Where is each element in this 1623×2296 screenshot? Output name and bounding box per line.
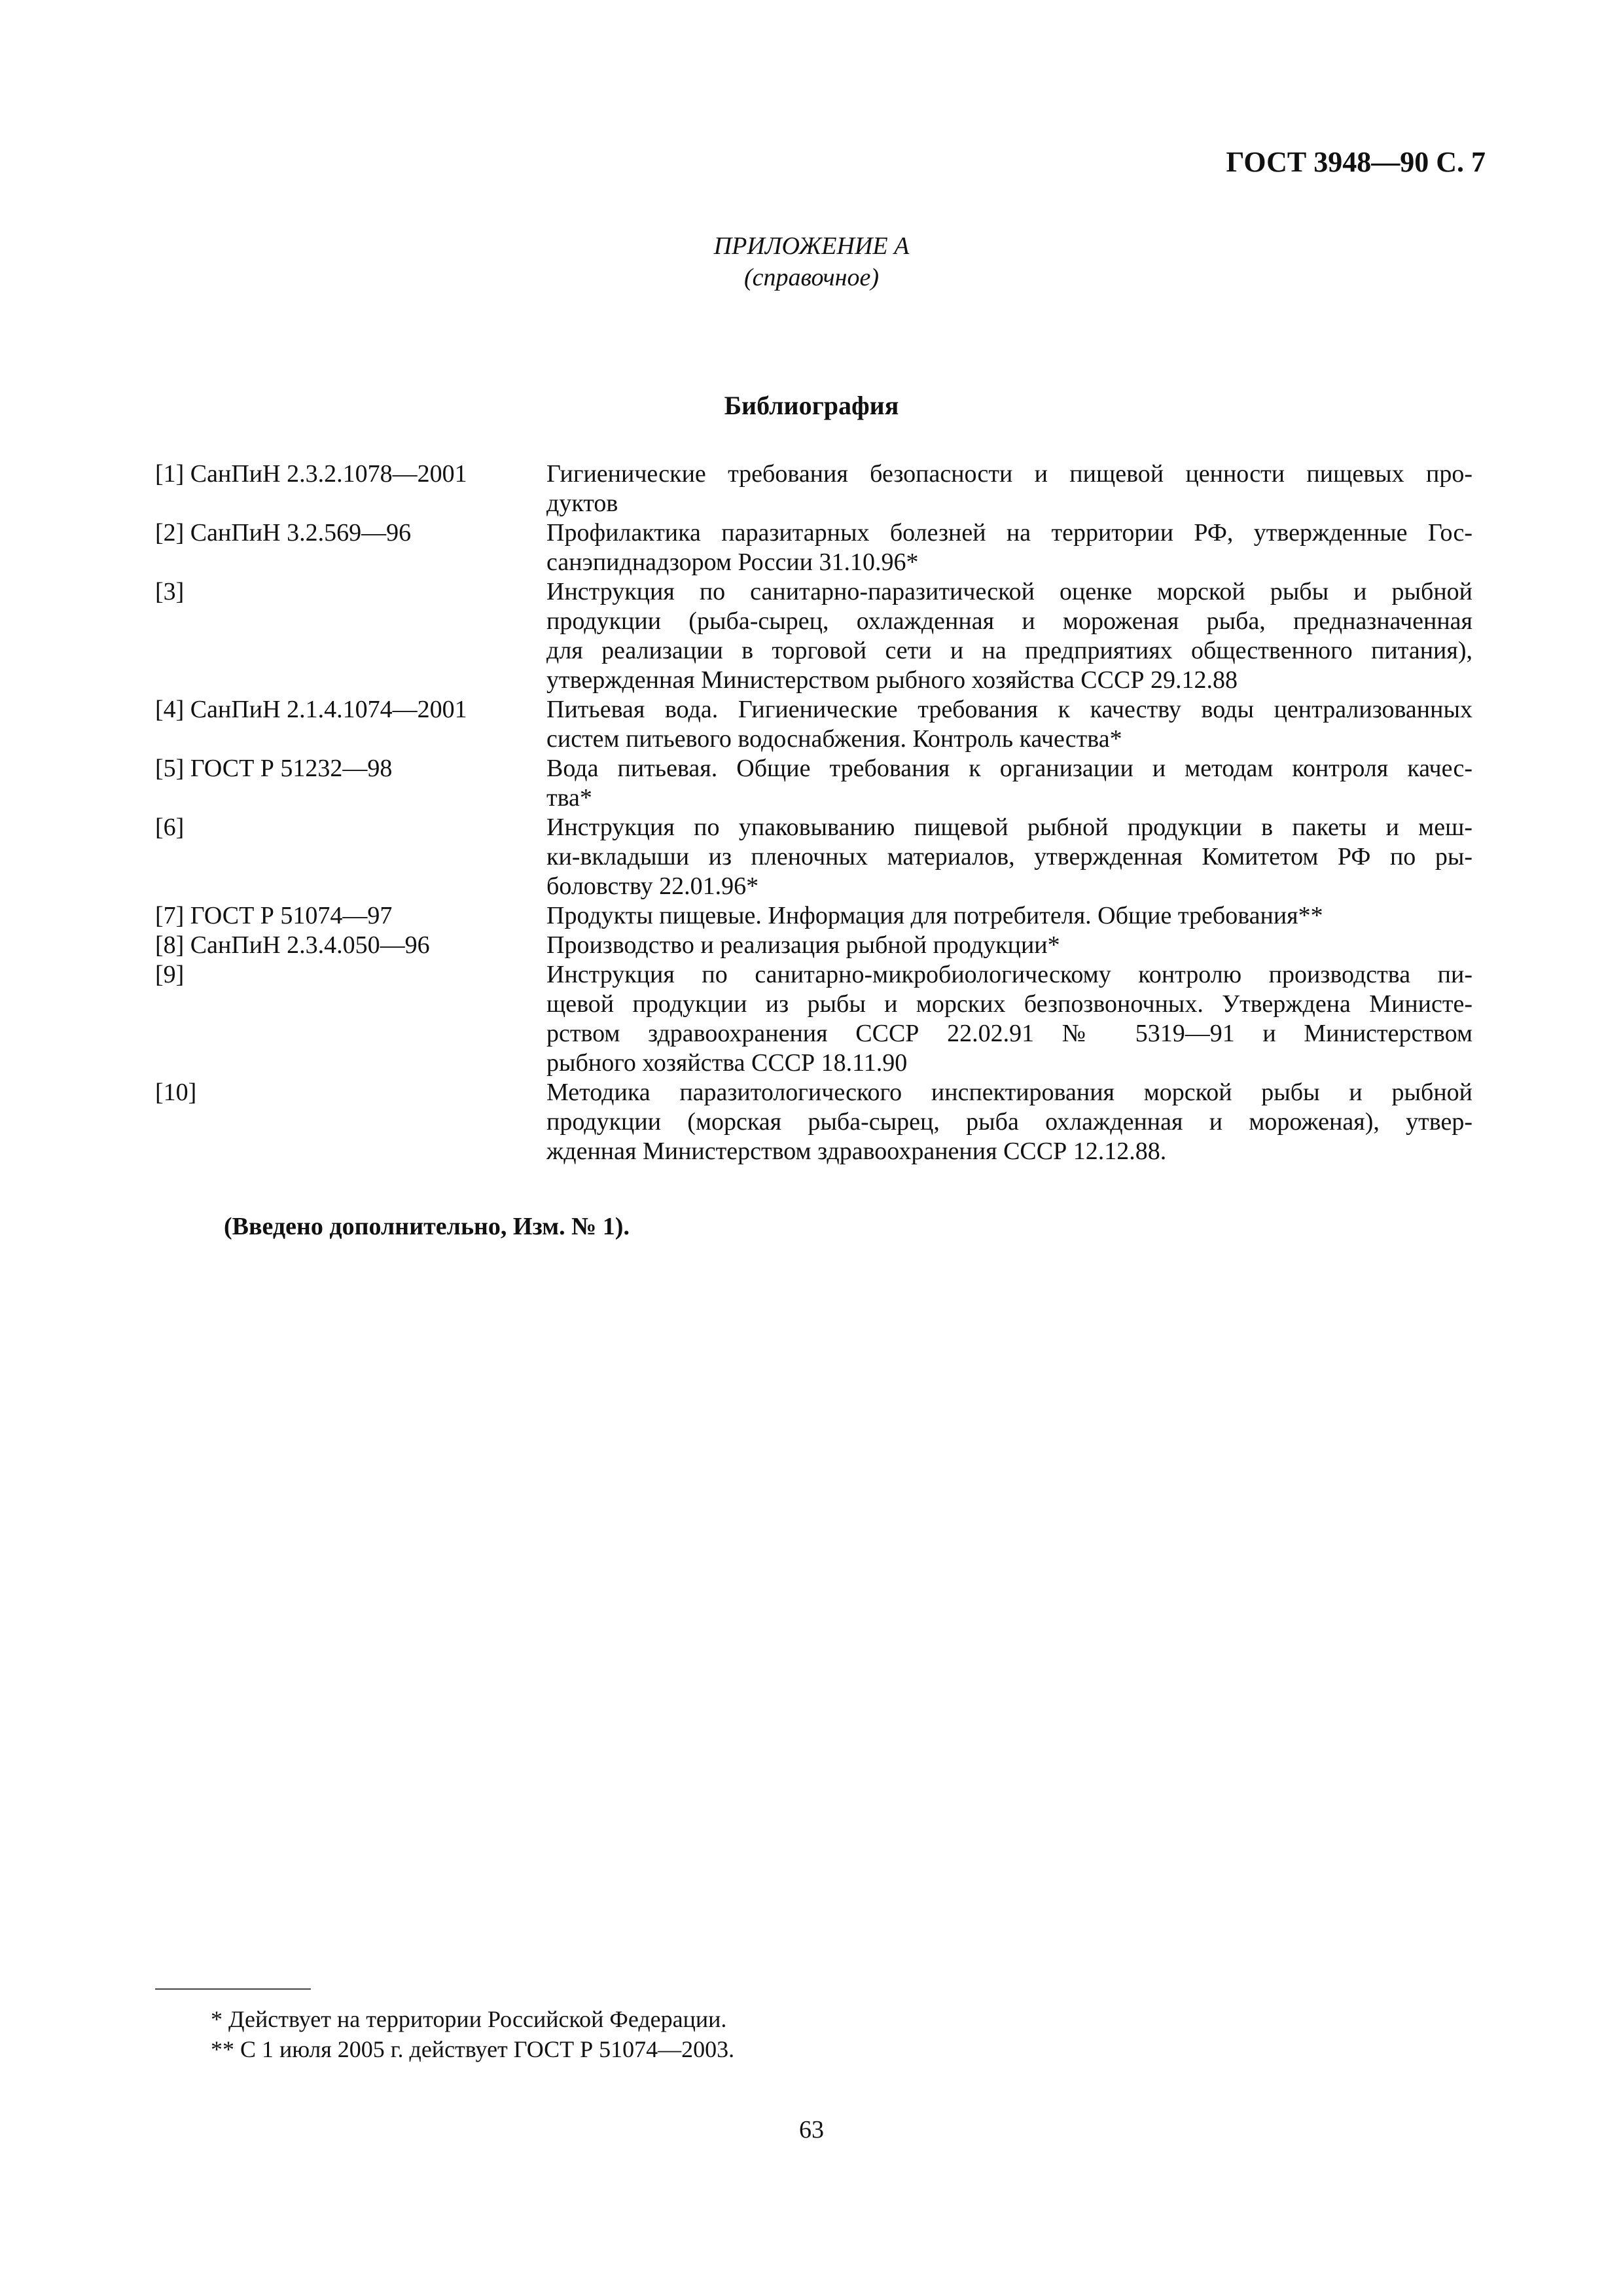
bibliography-description-line: тва* [546, 784, 592, 812]
footnote-2: ** С 1 июля 2005 г. действует ГОСТ Р 51074—2003. [211, 2036, 735, 2062]
bibliography-description-line: Инструкция по упаковыванию пищевой рыбной продукции в пакеты и меш- [546, 814, 1472, 841]
bibliography-ref: [8] СанПиН 2.3.4.050—96 [155, 931, 430, 959]
bibliography-entry [155, 1078, 1472, 1166]
bibliography-entry [155, 931, 1472, 960]
bibliography-description-line: щевой продукции из рыбы и морских безпозвоночных. Утверждена Министе- [546, 990, 1472, 1018]
appendix-title: ПРИЛОЖЕНИЕ А [713, 232, 910, 260]
bibliography-ref: [7] ГОСТ Р 51074—97 [155, 902, 393, 929]
bibliography-description-line: продукции (морская рыба-сырец, рыба охлажденная и мороженая), утвер- [546, 1108, 1472, 1136]
bibliography-ref: [6] [155, 814, 185, 841]
bibliography-description [546, 813, 1472, 901]
bibliography-description-line: ки-вкладыши из пленочных материалов, утвержденная Комитетом РФ по ры- [546, 843, 1472, 870]
bibliography-description [546, 901, 1472, 931]
footnote-1: * Действует на территории Российской Федерации. [211, 2006, 727, 2032]
bibliography-description-line: утвержденная Министерством рыбного хозяйства СССР 29.12.88 [546, 666, 1238, 694]
bibliography-description-line: продукции (рыба-сырец, охлажденная и мороженая рыба, предназначенная [546, 607, 1472, 635]
bibliography-ref: [9] [155, 961, 185, 988]
bibliography-description [546, 518, 1472, 577]
bibliography-description [546, 754, 1472, 813]
footnotes [211, 2004, 734, 2064]
appendix-heading [0, 230, 1623, 293]
bibliography-description-line: Производство и реализация рыбной продукции* [546, 931, 1060, 959]
bibliography-description-line: рством здравоохранения СССР 22.02.91 № 5319—91 и Министерством [546, 1020, 1472, 1047]
bibliography-description-line: Инструкция по санитарно-микробиологическому контролю производства пи- [546, 961, 1472, 988]
bibliography-description-line: Питьевая вода. Гигиенические требования к качеству воды централизованных [546, 696, 1472, 723]
bibliography-ref: [10] [155, 1079, 197, 1106]
bibliography-description-line: санэпиднадзором России 31.10.96* [546, 548, 919, 576]
amendment-note: (Введено дополнительно, Изм. № 1). [224, 1213, 630, 1240]
bibliography-description-line: Вода питьевая. Общие требования к организации и методам контроля качес- [546, 755, 1472, 782]
bibliography-ref: [1] СанПиН 2.3.2.1078—2001 [155, 460, 467, 488]
bibliography-description-line: систем питьевого водоснабжения. Контроль качества* [546, 725, 1122, 753]
document-header-code: ГОСТ 3948—90 С. 7 [1226, 146, 1486, 178]
appendix-subtitle: (справочное) [743, 264, 880, 291]
bibliography-description-line: Гигиенические требования безопасности и пищевой ценности пищевых про- [546, 460, 1472, 488]
bibliography-ref: [2] СанПиН 3.2.569—96 [155, 519, 412, 547]
bibliography-entry [155, 960, 1472, 1078]
bibliography-description-line: Инструкция по санитарно-паразитической оценке морской рыбы и рыбной [546, 578, 1472, 605]
bibliography-title: Библиография [724, 391, 899, 420]
bibliography-entry [155, 695, 1472, 754]
bibliography-description [546, 1078, 1472, 1166]
footnote-divider [155, 1988, 311, 1990]
bibliography-description-line: для реализации в торговой сети и на предприятиях общественного питания), [546, 637, 1472, 664]
bibliography-description-line: рыбного хозяйства СССР 18.11.90 [546, 1049, 908, 1077]
bibliography-entry [155, 577, 1472, 695]
bibliography-description-line: дуктов [546, 490, 618, 517]
bibliography-description-line: жденная Министерством здравоохранения СССР 12.12.88. [546, 1138, 1167, 1165]
bibliography-entry [155, 518, 1472, 577]
bibliography-entry [155, 754, 1472, 813]
bibliography-description [546, 931, 1472, 960]
bibliography-description-line: Профилактика паразитарных болезней на территории РФ, утвержденные Гос- [546, 519, 1472, 547]
page-number: 63 [799, 2116, 824, 2144]
bibliography-description-line: Методика паразитологического инспектирования морской рыбы и рыбной [546, 1079, 1472, 1106]
bibliography-description [546, 695, 1472, 754]
bibliography-entry [155, 813, 1472, 901]
bibliography-description [546, 459, 1472, 518]
bibliography-entry [155, 459, 1472, 518]
bibliography-ref: [5] ГОСТ Р 51232—98 [155, 755, 393, 782]
bibliography-ref: [4] СанПиН 2.1.4.1074—2001 [155, 696, 467, 723]
bibliography-list [155, 459, 1472, 1166]
bibliography-description [546, 960, 1472, 1078]
bibliography-description-line: Продукты пищевые. Информация для потребителя. Общие требования** [546, 902, 1323, 929]
bibliography-description [546, 577, 1472, 695]
bibliography-description-line: боловству 22.01.96* [546, 872, 759, 900]
bibliography-ref: [3] [155, 578, 185, 605]
bibliography-entry [155, 901, 1472, 931]
